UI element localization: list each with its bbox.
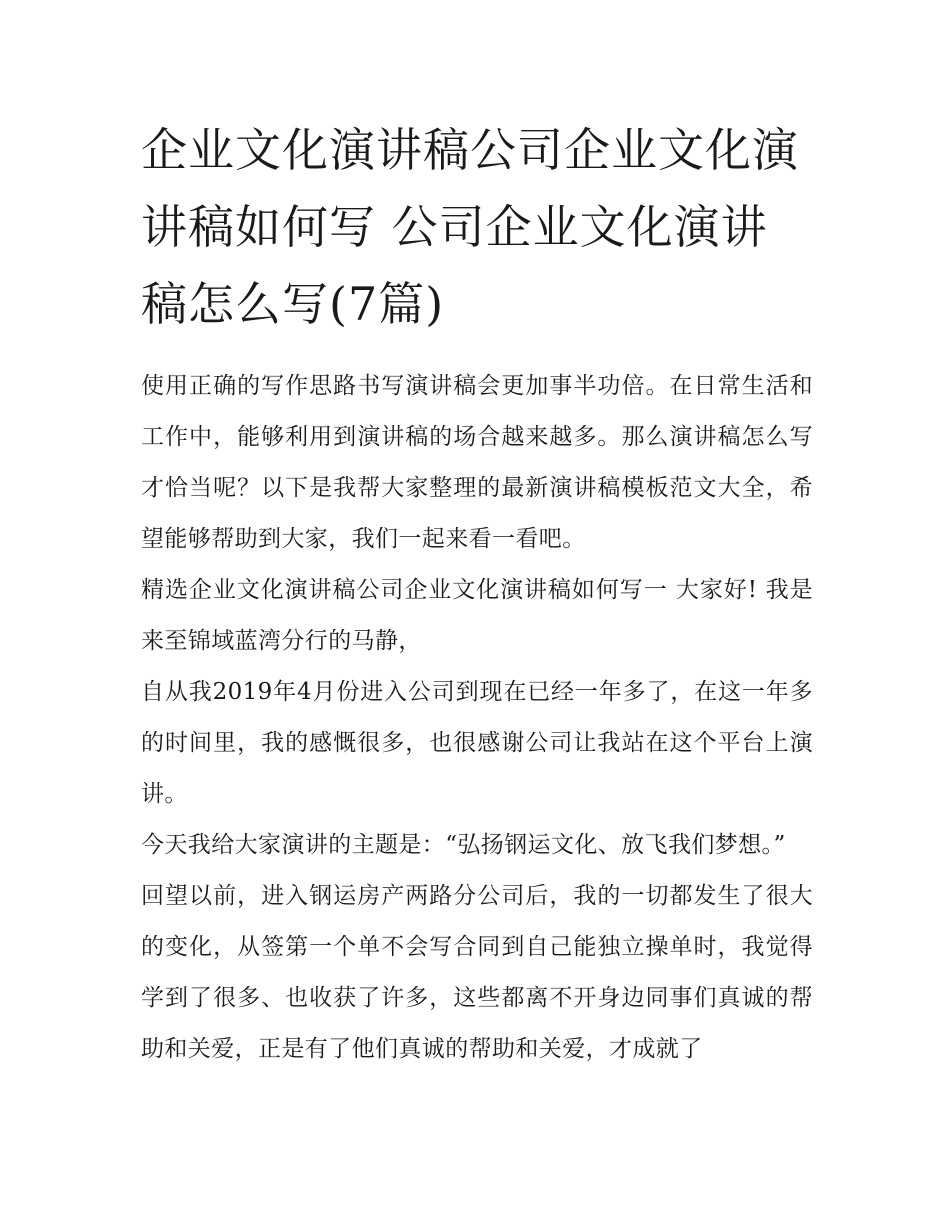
paragraph-joining: 自从我2019年4月份进入公司到现在已经一年多了，在这一年多的时间里，我的感慨很多，也很感谢公司让我站在这个平台上演讲。 bbox=[141, 679, 813, 807]
paragraph-intro: 使用正确的写作思路书写演讲稿会更加事半功倍。在日常生活和工作中，能够利用到演讲稿的场合越来越多。那么演讲稿怎么写才恰当呢？以下是我帮大家整理的最新演讲稿模板范文大全，希望能够帮助到大家，我们一起来看一看吧。 bbox=[141, 373, 813, 552]
document-page bbox=[141, 112, 813, 1075]
paragraph-reflection: 回望以前，进入钢运房产两路分公司后，我的一切都发生了很大的变化，从签第一个单不会写合同到自己能独立操单时，我觉得学到了很多、也收获了许多，这些都离不开身边同事们真诚的帮助和关爱，正是有了他们真诚的帮助和关爱，才成就了 bbox=[141, 883, 813, 1062]
document-title: 企业文化演讲稿公司企业文化演讲稿如何写 公司企业文化演讲稿怎么写(7篇) bbox=[141, 123, 799, 331]
document-body bbox=[141, 361, 813, 1075]
paragraph-greeting: 精选企业文化演讲稿公司企业文化演讲稿如何写一 大家好! 我是来至锦域蓝湾分行的马静， bbox=[141, 577, 813, 654]
paragraph-theme: 今天我给大家演讲的主题是：“弘扬钢运文化、放飞我们梦想。” bbox=[141, 832, 786, 858]
